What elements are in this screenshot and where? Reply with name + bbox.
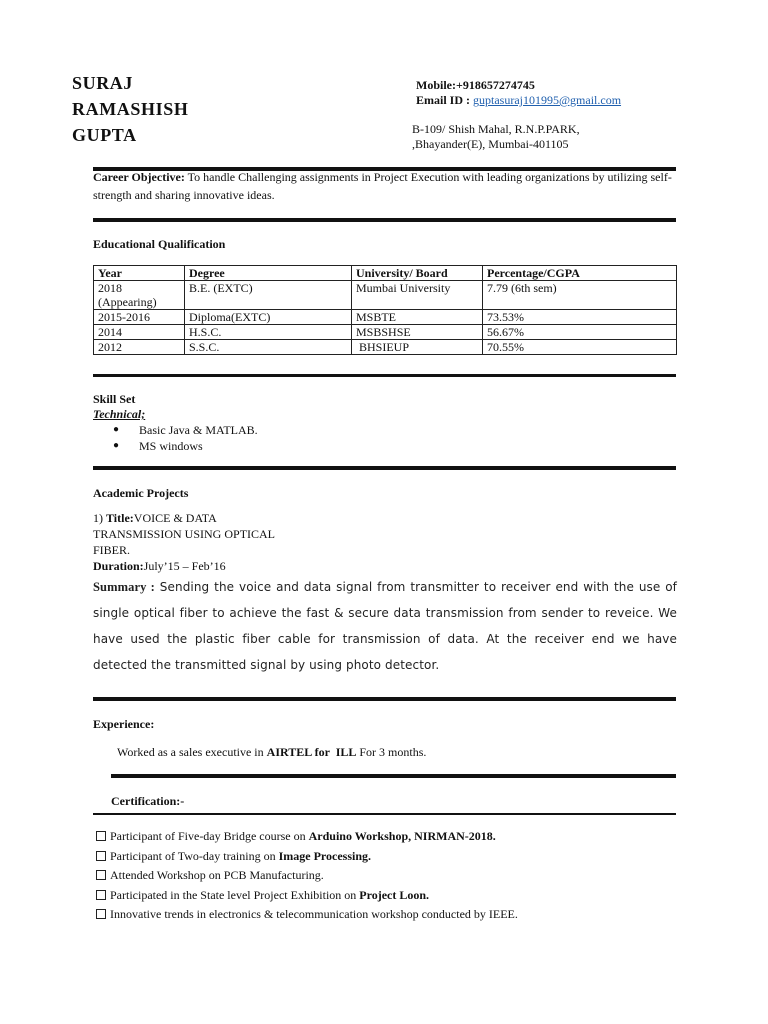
cert-text: Participant of Five-day Bridge course on	[110, 829, 309, 843]
table-row	[94, 281, 677, 310]
year-value: 2018 (Appearing)	[98, 281, 157, 309]
certification-heading: Certification:-	[111, 794, 185, 808]
cell-year	[94, 281, 185, 310]
checkbox-bullet-icon	[96, 851, 106, 861]
skills-subheading: Technical;	[93, 407, 146, 421]
cert-text: Participated in the State level Project Exhibition on	[110, 887, 360, 902]
education-heading: Educational Qualification	[93, 237, 226, 251]
name-middle: RAMASHISH	[72, 99, 189, 119]
checkbox-bullet-icon	[96, 831, 106, 841]
skills-list	[113, 422, 258, 454]
table-row	[94, 340, 677, 355]
header-year: Year	[94, 266, 185, 281]
experience-text	[117, 743, 426, 761]
cert-bold: Arduino Workshop, NIRMAN-2018.	[308, 829, 496, 843]
list-item	[96, 888, 518, 908]
checkbox-bullet-icon	[96, 870, 106, 880]
education-table	[93, 265, 677, 355]
checkbox-bullet-icon	[96, 909, 106, 919]
cell-percentage: 56.67%	[483, 325, 677, 340]
candidate-name	[72, 70, 188, 148]
header-degree: Degree	[185, 266, 352, 281]
skill-text: Basic Java & MATLAB.	[139, 423, 258, 437]
list-item	[113, 422, 258, 438]
cert-bold: Project Loon.	[359, 887, 430, 902]
list-item	[96, 829, 518, 849]
project-title	[93, 510, 275, 558]
checkbox-bullet-icon	[96, 890, 106, 900]
cell-degree: B.E. (EXTC)	[185, 281, 352, 310]
list-item	[96, 849, 518, 869]
projects-heading: Academic Projects	[93, 486, 189, 500]
cell-year: 2012	[94, 340, 185, 355]
project-title-text-1: VOICE & DATA	[133, 511, 217, 525]
cert-text: Participant of Two-day training on	[110, 848, 279, 863]
project-title-line	[93, 510, 275, 526]
summary-text: Sending the voice and data signal from transmitter to receiver end with the use of single optical fiber to achieve the fast & secure data transmission from sender to reveice. We have used the plastic fiber cable for transmission of data. At the receiver end we have detected the transmitted signal by using photo detector.	[93, 580, 677, 672]
header-percentage: Percentage/CGPA	[483, 266, 677, 281]
project-duration	[93, 557, 226, 575]
cert-bold: Image Processing.	[278, 848, 372, 863]
cell-percentage: 73.53%	[483, 310, 677, 325]
cell-university: BHSIEUP	[352, 340, 483, 355]
email-link[interactable]: guptasuraj101995@gmail.com	[473, 93, 622, 107]
career-objective-text: To handle Challenging assignments in Project Execution with leading organizations by utilizing self-strength and sharing innovative ideas.	[93, 170, 672, 202]
name-first: SURAJ	[72, 73, 134, 93]
cell-degree: H.S.C.	[185, 325, 352, 340]
career-objective	[93, 168, 679, 204]
project-summary	[93, 574, 677, 678]
cert-text: Innovative trends in electronics & telecommunication workshop conducted by IEEE.	[110, 907, 518, 921]
duration-value: July’15 – Feb’16	[143, 559, 226, 573]
duration-label: Duration:	[93, 559, 144, 573]
bullet-icon: ●	[113, 440, 120, 451]
bullet-icon: ●	[113, 424, 120, 435]
cert-text: Attended Workshop on PCB Manufacturing.	[110, 868, 324, 882]
table-row	[94, 310, 677, 325]
divider-experience	[111, 774, 676, 778]
list-item	[96, 907, 518, 927]
cell-percentage: 70.55%	[483, 340, 677, 355]
experience-heading: Experience:	[93, 717, 155, 731]
email-row	[416, 93, 621, 108]
summary-label: Summary :	[93, 580, 155, 594]
cell-university: MSBTE	[352, 310, 483, 325]
email-label: Email ID :	[416, 93, 473, 107]
name-last: GUPTA	[72, 125, 137, 145]
header-university: University/ Board	[352, 266, 483, 281]
cell-percentage: 7.79 (6th sem)	[483, 281, 677, 310]
list-item	[96, 868, 518, 888]
experience-pre: Worked as a sales executive in	[117, 745, 267, 759]
education-table-header	[94, 266, 677, 281]
divider-career	[93, 218, 676, 222]
divider-projects	[93, 697, 676, 701]
cell-university: MSBSHSE	[352, 325, 483, 340]
career-objective-label: Career Objective:	[93, 170, 185, 184]
divider-skills	[93, 466, 676, 470]
cell-year: 2014	[94, 325, 185, 340]
mobile-number: Mobile:+918657274745	[416, 78, 535, 92]
skills-heading: Skill Set	[93, 392, 136, 406]
experience-company: AIRTEL for ILL	[266, 745, 357, 759]
divider-education	[93, 374, 676, 377]
certification-list	[96, 829, 518, 927]
divider-certification	[93, 813, 676, 815]
skill-text: MS windows	[139, 439, 203, 453]
cell-degree: Diploma(EXTC)	[185, 310, 352, 325]
project-title-label: Title:	[106, 511, 134, 525]
project-title-text-3: FIBER.	[93, 543, 131, 557]
project-number: 1)	[93, 511, 106, 525]
project-title-text-2: TRANSMISSION USING OPTICAL	[93, 527, 276, 541]
cell-university: Mumbai University	[352, 281, 483, 310]
experience-post: For 3 months.	[356, 745, 427, 759]
address-line-2: ,Bhayander(E), Mumbai-401105	[412, 137, 569, 151]
list-item	[113, 438, 258, 454]
address-line-1: B-109/ Shish Mahal, R.N.P.PARK,	[412, 122, 580, 136]
cell-year: 2015-2016	[94, 310, 185, 325]
table-row	[94, 325, 677, 340]
cell-degree: S.S.C.	[185, 340, 352, 355]
